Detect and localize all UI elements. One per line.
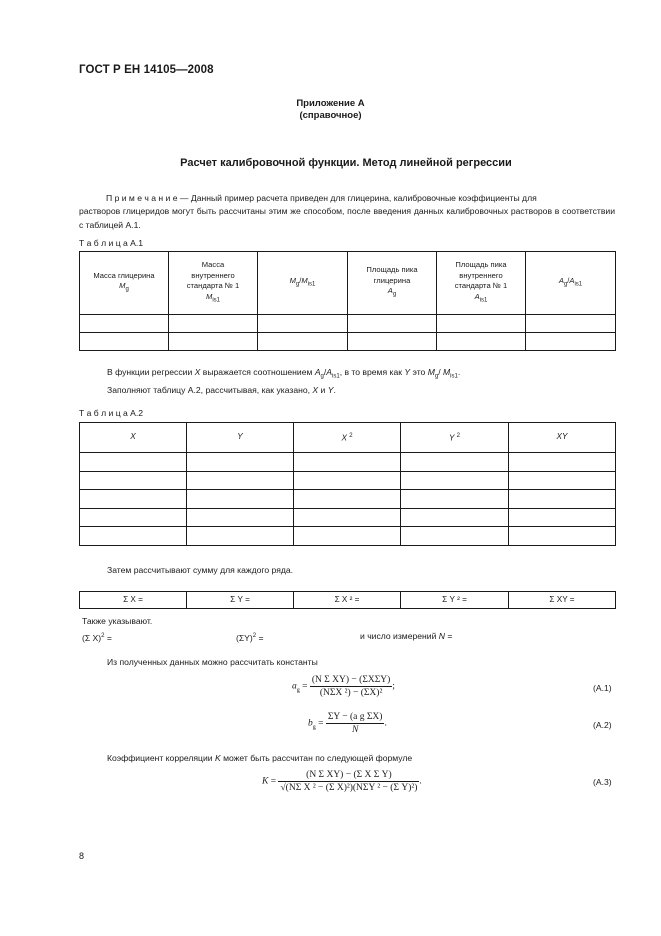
table-row xyxy=(80,333,616,351)
square-sum-x: (Σ X)$^2$ = xyxy=(82,632,112,643)
sum-x-cell: Σ X = xyxy=(80,592,187,609)
correlation-intro: Коэффициент корреляции K может быть рассчитан по следующей формуле xyxy=(107,753,413,763)
table-a2-header-cell: X xyxy=(80,423,187,453)
equation-a3: K = $\frac{\text{(N Σ XY) − (Σ X Σ Y)}}{\text{√(NΣ X ² − (Σ X)²)(NΣY ² − (Σ Y)²)}}$ . xyxy=(262,770,422,793)
table-a1-header-cell: $M_g/M_{is1}$ xyxy=(258,252,348,315)
table-row xyxy=(80,490,616,509)
table-a1-header-row xyxy=(80,252,616,315)
table-a2-caption: Т а б л и ц а А.2 xyxy=(79,408,144,418)
equation-a1: $a_g$ = $\frac{\text{(N Σ XY) − (ΣXΣY)}}{\text{(NΣX ²) − (ΣX)²}}$ ; xyxy=(292,675,395,698)
sums-intro: Затем рассчитывают сумму для каждого ряда. xyxy=(107,565,294,575)
annex-kind: (справочное) xyxy=(299,110,362,121)
table-a1 xyxy=(79,251,616,351)
regression-text-line1: В функции регрессии X выражается соотношением $A_g/A_{is1}$, в то время как Y это $M_g/$ $M_{is1}$. xyxy=(107,367,461,380)
table-a1-header-cell: Площадь пика глицерина $A_g$ xyxy=(348,252,437,315)
table-a1-header-cell: $A_g/A_{is1}$ xyxy=(526,252,616,315)
table-a2-header-cell: X $^2$ xyxy=(294,423,401,453)
section-title: Расчет калибровочной функции. Метод линейной регрессии xyxy=(180,157,512,169)
sum-xy-cell: Σ XY = xyxy=(509,592,616,609)
table-row xyxy=(80,315,616,333)
table-row xyxy=(80,508,616,527)
sums-table xyxy=(79,591,616,609)
constants-intro: Из полученных данных можно рассчитать константы xyxy=(107,657,318,667)
table-a1-caption: Т а б л и ц а А.1 xyxy=(79,238,144,248)
table-a2-header-cell: XY xyxy=(509,423,616,453)
note-paragraph xyxy=(79,192,615,232)
sum-x2-cell: Σ X ² = xyxy=(294,592,401,609)
document-id: ГОСТ Р ЕН 14105—2008 xyxy=(79,64,214,76)
regression-text-line2: Заполняют таблицу А.2, рассчитывая, как указано, X и Y. xyxy=(107,385,336,396)
table-a2-header-cell: Y $^2$ xyxy=(401,423,509,453)
table-a1-header-cell: Площадь пика внутреннего стандарта № 1 $A_{is1}$ xyxy=(437,252,526,315)
table-a1-header-cell: Масса внутреннего стандарта № 1 $M_{is1}$ xyxy=(169,252,258,315)
note-rest: растворов глицеридов могут быть рассчитаны этим же способом, после введения данных калибровочных растворов в соответствии с таблицей А.1. xyxy=(79,206,615,230)
equation-number: (А.3) xyxy=(593,777,612,787)
equation-a2: $b_g$ = $\frac{\text{ΣY − (a g ΣX)}}{N}$ . xyxy=(308,712,387,735)
annex-label: Приложение А xyxy=(296,98,365,109)
equation-number: (А.2) xyxy=(593,720,612,730)
table-a2-header-row xyxy=(80,423,616,453)
square-sum-y: $(\Sigma Y)^2$ = xyxy=(236,632,264,643)
page-number: 8 xyxy=(79,851,85,861)
sums-row xyxy=(80,592,616,609)
note-lead: П р и м е ч а н и е — Данный пример расчета приведен для глицерина, калибровочные коэффициенты для xyxy=(106,193,537,203)
table-row xyxy=(80,471,616,490)
table-a2 xyxy=(79,422,616,546)
regression-text xyxy=(107,366,617,398)
equation-number: (А.1) xyxy=(593,683,612,693)
measurement-count: и число измерений N = xyxy=(360,631,453,641)
table-a1-header-cell: Масса глицерина $M_g$ xyxy=(80,252,169,315)
table-a2-header-cell: Y xyxy=(187,423,294,453)
table-row xyxy=(80,453,616,472)
table-row xyxy=(80,527,616,546)
sum-y2-cell: Σ Y ² = xyxy=(401,592,509,609)
sum-y-cell: Σ Y = xyxy=(187,592,294,609)
also-text: Также указывают. xyxy=(82,616,153,626)
